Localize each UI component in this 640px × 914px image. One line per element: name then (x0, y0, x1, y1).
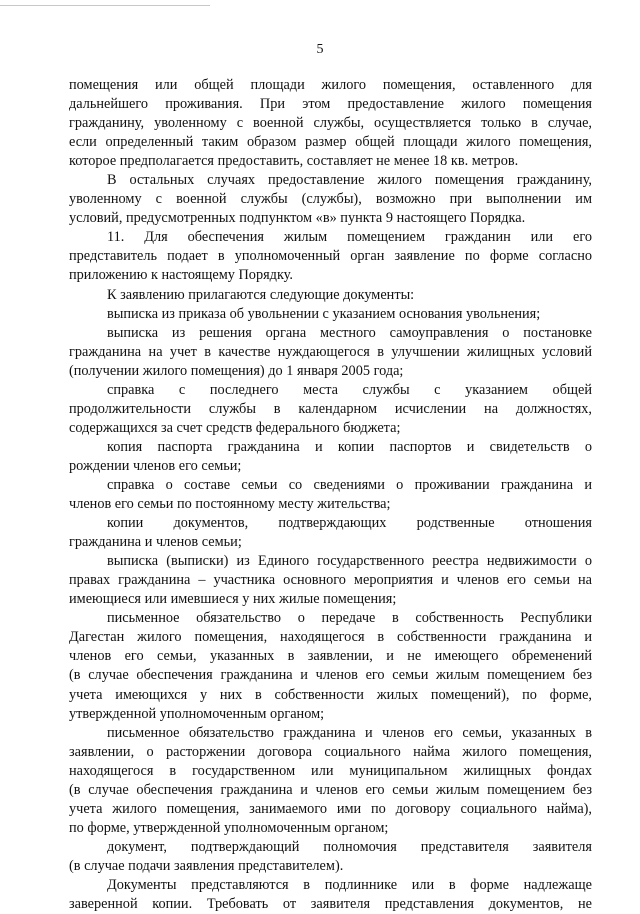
document-body (69, 76, 592, 914)
text-line: учета жилого помещения, занимаемого ими по договору социального найма), (69, 800, 592, 817)
text-line: учета имеющихся у них в собственности жилых помещений), по форме, (69, 686, 592, 703)
text-line: Документы представляются в подлиннике или в форме надлежаще (107, 876, 592, 893)
text-line: членов его семьи, указанных в заявлении, и не имеющего обременений (69, 648, 592, 665)
text-line: (в случае обеспечения гражданина и членов его семьи жилым помещением без (69, 781, 592, 798)
text-line: гражданину, уволенному с военной службы, осуществляется только в случае, (69, 115, 592, 132)
text-line: копии документов, подтверждающих родственные отношения (107, 515, 592, 532)
text-line: документ, подтверждающий полномочия представителя заявителя (107, 838, 592, 855)
text-line: утвержденной уполномоченным органом; (69, 705, 325, 722)
text-line: (в случае подачи заявления представителем). (69, 857, 344, 874)
page-number: 5 (316, 42, 324, 57)
text-line: продолжительности службы в календарном исчислении на должностях, (69, 400, 592, 417)
text-line: приложению к настоящему Порядку. (69, 267, 293, 284)
text-line: Дагестан жилого помещения, находящегося в собственности гражданина и (69, 629, 592, 646)
text-line: по форме, утвержденной уполномоченным органом; (69, 819, 389, 836)
text-line: К заявлению прилагаются следующие документы: (107, 286, 415, 303)
text-line: заявлении, о расторжении договора социального найма жилого помещения, (69, 743, 592, 760)
text-line: имеющиеся или имевшиеся у них жилые помещения; (69, 591, 397, 608)
text-line: выписка из приказа об увольнении с указанием основания увольнения; (107, 305, 541, 322)
text-line: В остальных случаях предоставление жилого помещения гражданину, (107, 172, 592, 189)
text-line: дальнейшего проживания. При этом предоставление жилого помещения (69, 96, 592, 113)
text-line: (получении жилого помещения) до 1 января 2005 года; (69, 362, 404, 379)
text-line: выписка (выписки) из Единого государственного реестра недвижимости о (107, 553, 592, 570)
text-line: уволенному с военной службы (службы), возможно при выполнении им (69, 191, 592, 208)
text-line: гражданина на учет в качестве нуждающегося в улучшении жилищных условий (69, 343, 592, 360)
text-line: гражданина и членов семьи; (69, 534, 242, 551)
scan-edge-line (0, 5, 210, 6)
text-line: выписка из решения органа местного самоуправления о постановке (107, 324, 592, 341)
text-line: заверенной копии. Требовать от заявителя представления документов, не (69, 896, 592, 913)
text-line: справка о составе семьи со сведениями о проживании гражданина и (107, 476, 592, 493)
text-line: правах гражданина – участника основного мероприятия и членов его семьи на (69, 572, 592, 589)
text-line: членов его семьи по постоянному месту жительства; (69, 496, 391, 513)
text-line: письменное обязательство о передаче в собственность Республики (107, 610, 592, 627)
text-line: содержащихся за счет средств федерального бюджета; (69, 419, 401, 436)
text-line: если определенный таким образом размер общей площади жилого помещения, (69, 134, 592, 151)
text-line: рождении членов его семьи; (69, 457, 242, 474)
text-line: помещения или общей площади жилого помещения, оставленного для (69, 77, 592, 93)
text-line: письменное обязательство гражданина и членов его семьи, указанных в (107, 724, 592, 741)
text-line: которое предполагается предоставить, составляет не менее 18 кв. метров. (69, 153, 519, 170)
text-line: (в случае обеспечения гражданина и членов его семьи жилым помещением без (69, 667, 592, 684)
text-line: копия паспорта гражданина и копии паспортов и свидетельств о (107, 438, 592, 455)
text-line: находящегося в государственном или муниципальном жилищных фондах (69, 762, 592, 779)
text-line: 11. Для обеспечения жилым помещением гражданин или его (107, 229, 592, 246)
text-line: справка с последнего места службы с указанием общей (107, 381, 592, 398)
text-line: условий, предусмотренных подпунктом «в» пункта 9 настоящего Порядка. (69, 210, 526, 227)
text-line: представитель подает в уполномоченный орган заявление по форме согласно (69, 248, 592, 265)
